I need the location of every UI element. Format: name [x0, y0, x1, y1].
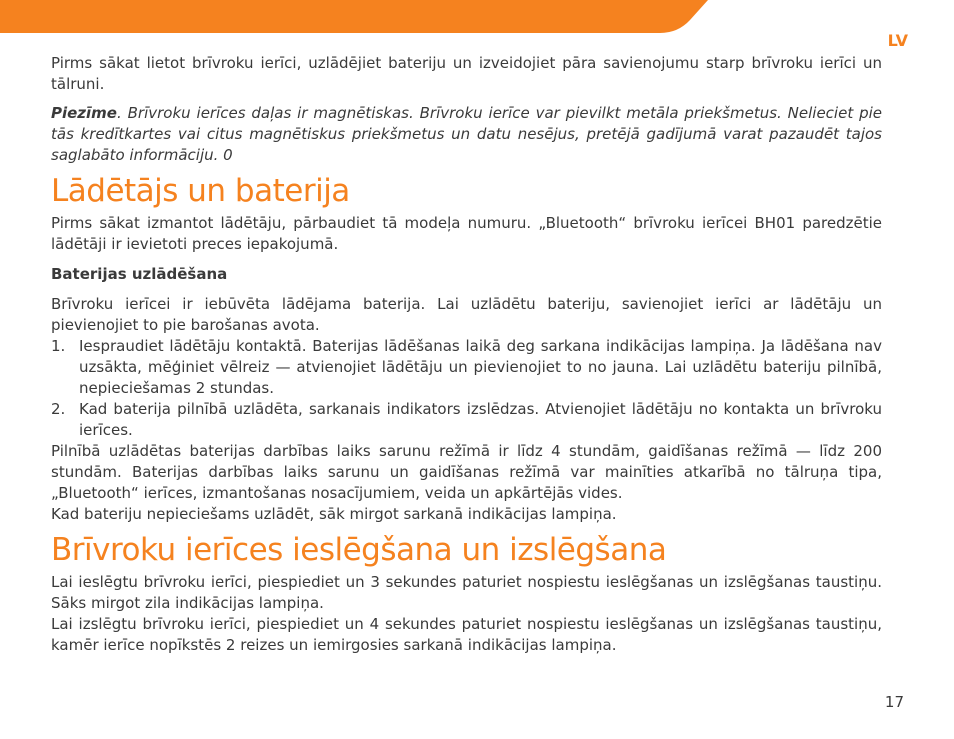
- section-title-charger: Lādētājs un baterija: [51, 173, 350, 209]
- charger-paragraph: Pirms sākat izmantot lādētāju, pārbaudiet tā modeļa numuru. „Bluetooth“ brīvroku ierīcei BH01 paredzētie lādētāji ir ievietoti preces iepakojumā.: [51, 214, 882, 253]
- language-code: LV: [887, 31, 908, 50]
- power-off-paragraph: Lai izslēgtu brīvroku ierīci, piespiediet un 4 sekundes paturiet nospiestu ieslēgšanas un izslēgšanas taustiņu, kamēr ierīce nopīkstēs 2 reizes un iemirgosies sarkanā indikācijas lampiņa.: [51, 615, 882, 654]
- page-number: 17: [884, 693, 904, 711]
- note-paragraph: [51, 103, 882, 166]
- battery-life-paragraph: Pilnībā uzlādētas baterijas darbības laiks sarunu režīmā ir līdz 4 stundām, gaidīšanas režīmā — līdz 200 stundām. Baterijas darbības laiks sarunu un gaidīšanas režīmā var mainīties atkarībā no tālruņa tipa, „Bluetooth“ ierīces, izmantošanas nosacījumiem, veida un apkārtējās vides.: [51, 442, 882, 502]
- charging-steps: [51, 336, 882, 441]
- subheading-battery-charging: Baterijas uzlādēšana: [51, 265, 228, 283]
- list-item: [51, 399, 882, 441]
- low-battery-paragraph: Kad bateriju nepieciešams uzlādēt, sāk mirgot sarkanā indikācijas lampiņa.: [51, 505, 617, 523]
- power-on-paragraph: Lai ieslēgtu brīvroku ierīci, piespiediet un 3 sekundes paturiet nospiestu ieslēgšanas un izslēgšanas taustiņu. Sāks mirgot zila indikācijas lampiņa.: [51, 573, 882, 612]
- list-item: [51, 336, 882, 399]
- intro-paragraph: Pirms sākat lietot brīvroku ierīci, uzlādējiet bateriju un izveidojiet pāra savienojumu starp brīvroku ierīci un tālruni.: [51, 54, 882, 93]
- step-text: Iespraudiet lādētāju kontaktā. Baterijas lādēšanas laikā deg sarkana indikācijas lampiņa. Ja lādēšana nav uzsākta, mēģiniet vēlreiz — atvienojiet lādētāju un pievienojiet to no jauna. Lai uzlādētu bateriju pilnībā, nepieciešamas 2 stundas.: [79, 337, 882, 397]
- section-title-power: Brīvroku ierīces ieslēgšana un izslēgšana: [51, 532, 667, 568]
- step-number: 1.: [51, 337, 66, 355]
- page-content: [51, 53, 882, 656]
- battery-paragraph: Brīvroku ierīcei ir iebūvēta lādējama baterija. Lai uzlādētu bateriju, savienojiet ierīci ar lādētāju un pievienojiet to pie barošanas avota.: [51, 295, 882, 334]
- step-number: 2.: [51, 400, 66, 418]
- note-label: Piezīme: [51, 104, 117, 122]
- note-text: . Brīvroku ierīces daļas ir magnētiskas. Brīvroku ierīce var pievilkt metāla priekšmetus. Nelieciet pie tās kredītkartes vai citus magnētiskus priekšmetus un datu nesējus, pretējā gadījumā varat pazaudēt tajos saglabāto informāciju. 0: [51, 104, 882, 164]
- step-text: Kad baterija pilnībā uzlādēta, sarkanais indikators izslēdzas. Atvienojiet lādētāju no kontakta un brīvroku ierīces.: [79, 400, 882, 439]
- header-banner: [0, 0, 954, 34]
